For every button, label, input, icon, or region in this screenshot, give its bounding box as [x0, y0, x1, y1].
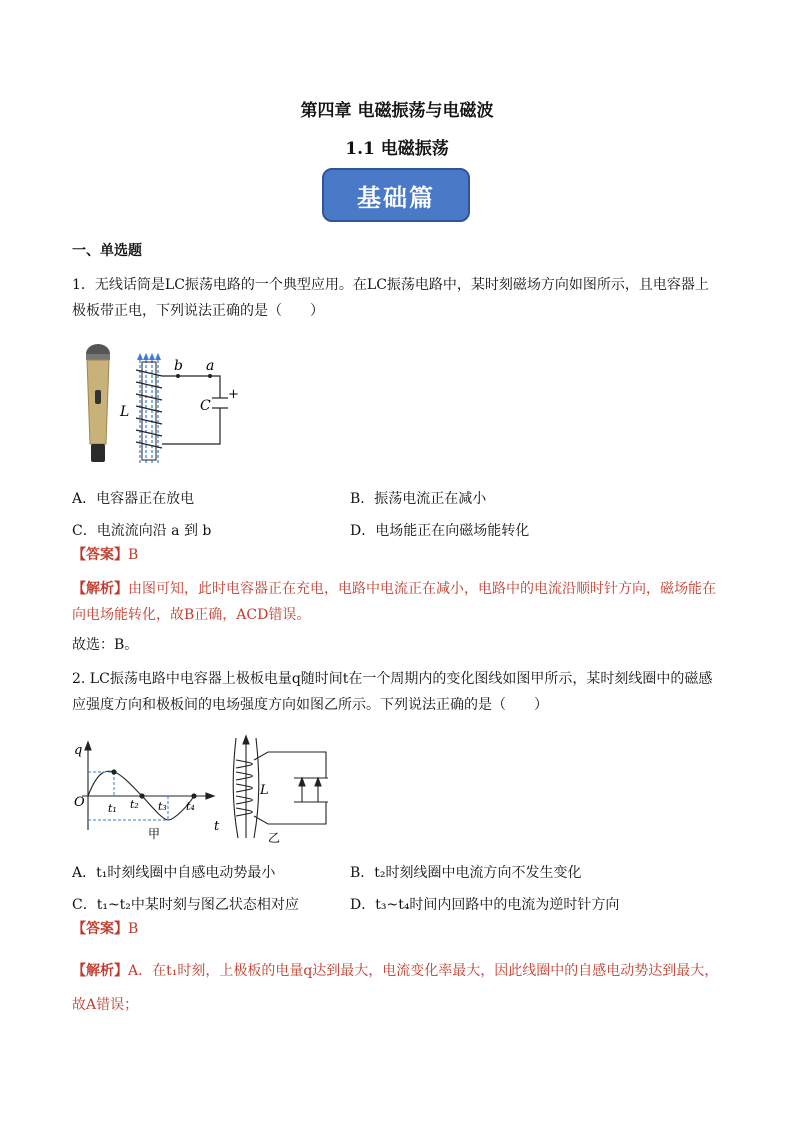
answer-tag: 【答案】	[72, 547, 128, 563]
q2-option-a[interactable]: A．t₁时刻线圈中自感电动势最小	[72, 865, 276, 881]
q2-figure-jia	[72, 740, 232, 842]
q2-option-b[interactable]: B．t₂时刻线圈中电流方向不发生变化	[350, 865, 582, 881]
chapter-title: 第四章 电磁振荡与电磁波	[300, 101, 494, 121]
label-yi: 乙	[268, 831, 281, 845]
section-heading: 一、单选题	[72, 243, 142, 259]
label-b: b	[174, 358, 183, 374]
label-t: t	[214, 819, 220, 834]
circuit-wires	[162, 376, 228, 444]
field-arrow-icons	[137, 353, 161, 360]
label-C: C	[200, 398, 211, 414]
q2-answer	[72, 918, 138, 938]
label-L2: L	[260, 783, 269, 798]
magnetic-field-lines	[140, 360, 158, 465]
label-t1: t₁	[108, 802, 117, 815]
analysis-text: A．在t₁时刻，上极板的电量q达到最大，电流变化率最大，因此线圈中的自感电动势达到最大，故A错误；	[72, 963, 719, 1013]
q1-option-b[interactable]: B．振荡电流正在减小	[350, 491, 487, 507]
analysis-tag: 【解析】	[72, 581, 128, 597]
answer-tag: 【答案】	[72, 921, 128, 937]
q2-option-c[interactable]: C．t₁~t₂中某时刻与图乙状态相对应	[72, 897, 299, 913]
label-O: O	[74, 795, 85, 810]
analysis-text: 由图可知，此时电容器正在充电，电路中电流正在减小，电路中的电流沿顺时针方向，磁场能在向电场能转化，故B正确，ACD错误。	[72, 581, 716, 623]
label-t2: t₂	[130, 798, 139, 811]
section-title: 1.1 电磁振荡	[345, 139, 449, 159]
q1-option-d[interactable]: D．电场能正在向磁场能转化	[350, 523, 530, 539]
q1-figure	[72, 340, 242, 470]
q1-analysis	[72, 576, 722, 628]
answer-value: B	[128, 921, 139, 937]
q1-stem: 1．无线话筒是LC振荡电路的一个典型应用。在LC振荡电路中，某时刻磁场方向如图所示，且电容器上极板带正电，下列说法正确的是（ ）	[72, 277, 709, 319]
q1-option-a[interactable]: A．电容器正在放电	[72, 491, 195, 507]
q2-option-d[interactable]: D．t₃~t₄时间内回路中的电流为逆时针方向	[350, 897, 620, 913]
q2-analysis	[72, 954, 722, 1022]
q2-stem: 2. LC振荡电路中电容器上极板电量q随时间t在一个周期内的变化图线如图甲所示，某时刻线圈中的磁感应强度方向和极板间的电场强度方向如图乙所示。下列说法正确的是（ ）	[72, 671, 713, 713]
q1-answer	[72, 544, 138, 564]
label-jia: 甲	[148, 827, 161, 841]
level-badge: 基础篇	[322, 168, 470, 222]
microphone-icon	[86, 344, 110, 462]
label-t3: t₃	[158, 800, 167, 813]
answer-value: B	[128, 547, 139, 563]
q1-option-c[interactable]: C．电流流向沿 a 到 b	[72, 523, 212, 539]
label-q: q	[74, 743, 83, 758]
analysis-tag: 【解析】	[72, 963, 128, 979]
label-L: L	[120, 404, 130, 420]
label-plus: +	[228, 387, 239, 402]
label-t4: t₄	[186, 800, 195, 813]
label-a: a	[206, 358, 215, 374]
q2-figure-yi	[228, 734, 344, 846]
q1-conclusion: 故选：B。	[72, 637, 139, 653]
